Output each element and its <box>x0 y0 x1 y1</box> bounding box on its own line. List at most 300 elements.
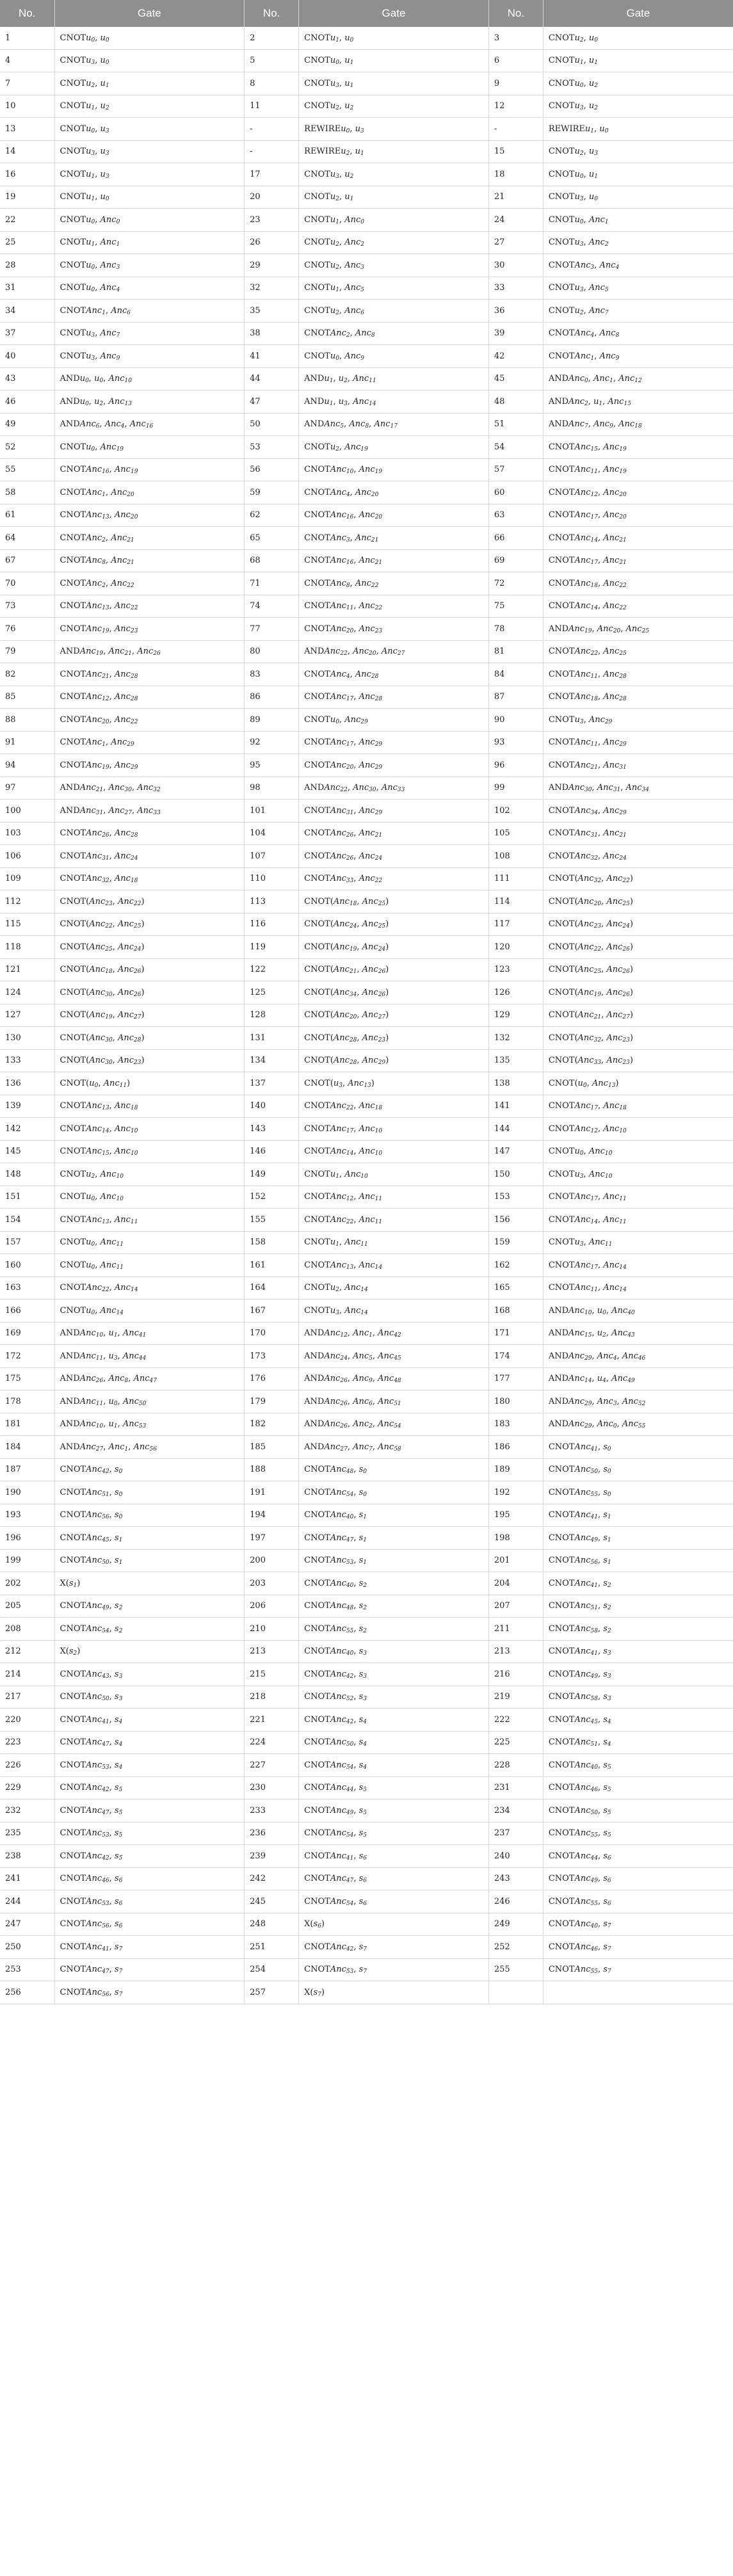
gate-expression: CNOTAnc$_2$, Anc$_8$ <box>299 322 489 345</box>
gate-arg: Anc$_{53}$ <box>330 1556 354 1566</box>
gate-arg: Anc$_{21}$ <box>86 669 109 680</box>
gate-arg: Anc$_8$ <box>599 328 620 339</box>
gate-expression: CNOTAnc$_{13}$, Anc$_{20}$ <box>54 504 245 527</box>
gate-arg: $u_1$ <box>588 56 598 67</box>
gate-expression: CNOTu$_2$, $u_1$ <box>299 186 489 209</box>
gate-arg: Anc55 <box>574 1828 598 1839</box>
gate-op: AND <box>548 1374 568 1384</box>
gate-op: CNOT <box>548 328 575 339</box>
gate-op: CNOT <box>60 578 86 588</box>
gate-expression: CNOTAnc47, s7 <box>54 1958 245 1981</box>
gate-number: 137 <box>245 1072 299 1095</box>
gate-arg: Anc$_2$ <box>588 237 609 248</box>
gate-op: CNOT <box>548 1601 575 1611</box>
gate-number: 103 <box>0 822 54 845</box>
gate-arg: $u_1$ <box>344 192 354 203</box>
gate-arg: $u_2$ <box>597 1328 606 1339</box>
gate-op: CNOT <box>60 465 86 475</box>
gate-op: CNOT <box>60 214 86 225</box>
gate-op: CNOT <box>60 1965 86 1975</box>
gate-arg: Anc$_{22}$ <box>324 647 348 657</box>
table-row <box>0 390 733 414</box>
gate-arg: Anc$_{22}$ <box>358 601 383 612</box>
gate-arg: Anc$_{30}$ <box>353 783 376 794</box>
gate-expression: CNOTu$_0$, $u_0$ <box>54 27 245 49</box>
gate-arg: $u_3$ <box>588 147 598 157</box>
gate-arg: $s_2$ <box>603 1601 611 1612</box>
gate-number: 121 <box>0 958 54 981</box>
gate-number: 189 <box>488 1458 543 1481</box>
gate-expression: CNOTAnc$_{26}$, Anc$_{24}$ <box>299 845 489 868</box>
gate-op: CNOT <box>304 714 330 725</box>
gate-op: CNOT <box>60 283 86 293</box>
gate-arg: $u_0$ <box>86 283 95 294</box>
gate-expression: ANDu$_0$, $u_2$, Anc$_{13}$ <box>54 390 245 414</box>
gate-expression: CNOT(Anc$_{34}$, Anc$_{26}$) <box>299 981 489 1004</box>
gate-expression: CNOTAnc$_{41}$, $s_0$ <box>543 1436 733 1459</box>
gate-op: CNOT <box>60 714 86 725</box>
gate-expression: CNOTAnc49, s6 <box>543 1867 733 1890</box>
gate-arg: Anc$_0$ <box>597 1419 617 1430</box>
gate-op: CNOT <box>548 1874 575 1884</box>
gate-expression: CNOT(Anc$_{30}$, Anc$_{28}$) <box>54 1027 245 1050</box>
gate-arg: Anc$_3$ <box>100 260 120 271</box>
gate-number: 183 <box>488 1413 543 1436</box>
gate-op: X <box>60 1646 66 1657</box>
gate-expression: ANDAnc$_{11}$, $u_3$, Anc$_{44}$ <box>54 1345 245 1368</box>
gate-arg: $s_0$ <box>114 1510 123 1521</box>
gate-expression: CNOTAnc$_{51}$, $s_2$ <box>543 1595 733 1618</box>
gate-op: CNOT <box>548 1442 575 1452</box>
gate-arg: $u_1$ <box>593 396 603 407</box>
gate-number: 243 <box>488 1867 543 1890</box>
gate-arg: $u_0$ <box>588 33 598 44</box>
gate-number: 80 <box>245 640 299 663</box>
gate-op: CNOT <box>304 1783 330 1793</box>
table-row <box>0 300 733 323</box>
gate-op: CNOT <box>548 1805 575 1815</box>
gate-op: AND <box>304 1442 325 1452</box>
gate-op: CNOT <box>548 1692 575 1702</box>
gate-number: 92 <box>245 731 299 754</box>
gate-arg: Anc$_{14}$ <box>100 1305 124 1316</box>
gate-op: AND <box>548 396 568 407</box>
gate-op: AND <box>548 1351 568 1361</box>
gate-arg: Anc$_{23}$ <box>358 624 383 634</box>
gate-arg: $u_2$ <box>330 260 339 271</box>
gate-op: CNOT <box>548 1078 575 1088</box>
gate-expression: ANDAnc$_{10}$, $u_1$, Anc$_{41}$ <box>54 1322 245 1345</box>
gate-number: 234 <box>488 1799 543 1823</box>
gate-op: CNOT <box>304 192 330 202</box>
gate-arg: Anc$_{10}$ <box>100 1192 124 1203</box>
gate-op: CNOT <box>548 760 575 770</box>
gate-number: 38 <box>245 322 299 345</box>
gate-expression: CNOTAnc$_{17}$, Anc$_{28}$ <box>299 686 489 709</box>
gate-arg: Anc$_{19}$ <box>89 1010 113 1021</box>
gate-expression: CNOTu$_1$, Anc$_0$ <box>299 209 489 232</box>
gate-arg: Anc46 <box>574 1942 598 1952</box>
gate-op: CNOT <box>304 942 330 952</box>
gate-op: CNOT <box>60 556 86 566</box>
gate-number: 17 <box>245 163 299 186</box>
table-row <box>0 1572 733 1595</box>
gate-number: 87 <box>488 686 543 709</box>
gate-expression: CNOTAnc41, s6 <box>299 1845 489 1868</box>
gate-op: CNOT <box>548 214 575 225</box>
gate-arg: Anc49 <box>574 1669 598 1680</box>
gate-expression: CNOTAnc44, s6 <box>543 1845 733 1868</box>
table-row <box>0 1958 733 1981</box>
gate-expression: CNOTAnc$_{40}$, $s_3$ <box>299 1640 489 1663</box>
gate-number: 175 <box>0 1367 54 1390</box>
gate-op: CNOT <box>548 805 575 816</box>
gate-arg: Anc$_{19}$ <box>86 624 109 634</box>
gate-arg: Anc$_9$ <box>353 1374 373 1385</box>
table-row <box>0 1140 733 1163</box>
gate-op: CNOT <box>304 1147 330 1157</box>
gate-number: 56 <box>245 458 299 481</box>
gate-op: CNOT <box>548 1851 575 1861</box>
table-row <box>0 49 733 72</box>
gate-expression: CNOTu$_3$, $u_1$ <box>299 72 489 95</box>
gate-expression: CNOTu$_1$, Anc$_{11}$ <box>299 1231 489 1254</box>
table-row <box>0 981 733 1004</box>
gate-arg: Anc$_{20}$ <box>603 487 627 498</box>
gate-number: 143 <box>245 1118 299 1141</box>
gate-arg: $s_1$ <box>358 1556 367 1566</box>
gate-arg: Anc$_{29}$ <box>358 737 383 748</box>
gate-op: CNOT <box>548 1896 575 1906</box>
gate-number: 196 <box>0 1527 54 1550</box>
table-row <box>0 640 733 663</box>
gate-number: 52 <box>0 436 54 459</box>
gate-op: CNOT <box>548 965 575 975</box>
gate-number: 229 <box>0 1776 54 1799</box>
gate-expression: ANDAnc$_{26}$, Anc$_9$, Anc$_{48}$ <box>299 1367 489 1390</box>
gate-number: 228 <box>488 1754 543 1777</box>
gate-arg: s6 <box>603 1851 611 1862</box>
gate-arg: Anc$_{33}$ <box>577 1056 602 1067</box>
gate-op: CNOT <box>304 1828 330 1839</box>
gate-arg: s3 <box>603 1646 611 1657</box>
gate-arg: $u_0$ <box>86 33 95 44</box>
gate-arg: s6 <box>358 1896 367 1907</box>
gate-arg: Anc$_{50}$ <box>122 1396 147 1407</box>
gate-op: CNOT <box>304 1601 330 1611</box>
gate-expression: CNOTAnc46, s5 <box>543 1776 733 1799</box>
gate-number: 173 <box>245 1345 299 1368</box>
gate-arg: Anc$_{24}$ <box>324 1351 348 1362</box>
gate-arg: Anc$_{11}$ <box>79 1351 104 1362</box>
gate-expression: CNOTu$_3$, $u_2$ <box>543 95 733 118</box>
gate-arg: $u_1$ <box>330 1169 339 1180</box>
gate-expression: CNOTAnc$_{21}$, Anc$_{31}$ <box>543 754 733 777</box>
table-row <box>0 913 733 936</box>
gate-arg: Anc$_8$ <box>349 419 369 430</box>
table-row <box>0 27 733 49</box>
table-row <box>0 1322 733 1345</box>
gate-expression: CNOTAnc41, s3 <box>543 1640 733 1663</box>
gate-expression: CNOTAnc$_{34}$, Anc$_{29}$ <box>543 800 733 823</box>
gate-arg: $u_1$ <box>324 396 334 407</box>
gate-arg: Anc$_{21}$ <box>108 647 132 657</box>
gate-expression: CNOTu$_0$, Anc$_{11}$ <box>54 1254 245 1277</box>
gate-op: CNOT <box>304 1214 330 1225</box>
gate-arg: $u_1$ <box>330 1237 339 1248</box>
gate-arg: Anc$_{31}$ <box>574 828 598 839</box>
gate-arg: Anc$_{18}$ <box>358 1101 383 1112</box>
gate-arg: Anc$_{22}$ <box>111 578 134 589</box>
gate-number: 251 <box>245 1936 299 1959</box>
gate-expression: CNOTAnc$_1$, Anc$_9$ <box>543 345 733 368</box>
gate-expression: CNOTAnc$_{47}$, $s_1$ <box>299 1527 489 1550</box>
table-row <box>0 231 733 254</box>
gate-number: 15 <box>488 140 543 163</box>
gate-arg: Anc$_{29}$ <box>588 714 613 725</box>
gate-arg: Anc$_{21}$ <box>603 828 627 839</box>
gate-op: CNOT <box>304 874 330 884</box>
gate-arg: Anc$_4$ <box>330 669 350 680</box>
gate-number: 150 <box>488 1163 543 1186</box>
gate-op: CNOT <box>60 147 86 157</box>
gate-expression: CNOTAnc$_{32}$, Anc$_{24}$ <box>543 845 733 868</box>
gate-expression: CNOTAnc$_{20}$, Anc$_{29}$ <box>299 754 489 777</box>
table-row <box>0 1686 733 1709</box>
gate-expression: ANDAnc$_{19}$, Anc$_{21}$, Anc$_{26}$ <box>54 640 245 663</box>
gate-number: 178 <box>0 1390 54 1413</box>
gate-number: 223 <box>0 1731 54 1754</box>
gate-expression: CNOTAnc40, s5 <box>543 1754 733 1777</box>
gate-op: CNOT <box>548 1737 575 1748</box>
gate-arg: Anc$_{11}$ <box>353 374 376 385</box>
table-row <box>0 209 733 232</box>
gate-arg: Anc$_{29}$ <box>568 1419 592 1430</box>
gate-arg: Anc$_1$ <box>86 487 106 498</box>
gate-expression: CNOTAnc$_{50}$, $s_0$ <box>543 1458 733 1481</box>
gate-arg: s3 <box>358 1669 367 1680</box>
gate-expression: CNOTAnc$_{21}$, Anc$_{28}$ <box>54 663 245 686</box>
gate-op: CNOT <box>548 1237 575 1248</box>
table-row <box>0 277 733 300</box>
gate-number: 61 <box>0 504 54 527</box>
gate-expression: CNOTAnc$_4$, Anc$_8$ <box>543 322 733 345</box>
gate-arg: Anc$_{22}$ <box>577 942 602 953</box>
gate-op: CNOT <box>60 1010 86 1020</box>
gate-number: 34 <box>0 300 54 323</box>
gate-expression: CNOTAnc42, s5 <box>54 1776 245 1799</box>
gate-arg: Anc$_9$ <box>100 351 120 362</box>
gate-arg: Anc$_{11}$ <box>574 1283 598 1294</box>
gate-number: 138 <box>488 1072 543 1095</box>
gate-arg: s7 <box>114 1965 123 1976</box>
table-row <box>0 163 733 186</box>
gate-expression: CNOTAnc54, s5 <box>299 1822 489 1845</box>
gate-op: CNOT <box>548 828 575 839</box>
gate-arg: s3 <box>358 1692 367 1703</box>
table-row <box>0 1276 733 1300</box>
gate-op: CNOT <box>548 283 575 293</box>
gate-arg: Anc$_{45}$ <box>86 1533 109 1543</box>
gate-number: 57 <box>488 458 543 481</box>
gate-arg: Anc$_{11}$ <box>603 1192 627 1203</box>
gate-expression: CNOTu$_0$, Anc$_{10}$ <box>543 1140 733 1163</box>
gate-number: 22 <box>0 209 54 232</box>
gate-arg: Anc$_{13}$ <box>108 396 132 407</box>
gate-op: CNOT <box>304 487 330 497</box>
gate-arg: Anc$_7$ <box>100 328 120 339</box>
gate-arg: Anc$_{10}$ <box>358 1123 383 1134</box>
gate-expression: CNOTu$_0$, $u_1$ <box>299 49 489 72</box>
gate-arg: Anc$_6$ <box>79 419 100 430</box>
gate-number: 232 <box>0 1799 54 1823</box>
gate-number: 144 <box>488 1118 543 1141</box>
gate-number: 127 <box>0 1004 54 1027</box>
gate-op: CNOT <box>304 1760 330 1770</box>
gate-number: 253 <box>0 1958 54 1981</box>
table-row <box>0 1004 733 1027</box>
gate-expression: CNOTu$_2$, Anc$_7$ <box>543 300 733 323</box>
gate-op: CNOT <box>548 1101 575 1111</box>
gate-op: CNOT <box>60 56 86 66</box>
gate-arg: $u_3$ <box>100 169 109 180</box>
gate-arg: Anc$_{18}$ <box>114 1101 138 1112</box>
gate-expression: CNOTAnc47, s5 <box>54 1799 245 1823</box>
gate-number: 99 <box>488 777 543 800</box>
gate-op: CNOT <box>60 192 86 202</box>
gate-arg: Anc$_{14}$ <box>603 1260 627 1271</box>
gate-number: 85 <box>0 686 54 709</box>
gate-arg: Anc$_{28}$ <box>355 669 379 680</box>
gate-expression: CNOTu$_0$, Anc$_{14}$ <box>54 1300 245 1323</box>
gate-expression: $CNOT(u_0$, Anc$_{11}$) <box>54 1072 245 1095</box>
gate-expression: CNOTAnc$_{11}$, Anc$_{14}$ <box>543 1276 733 1300</box>
gate-arg: $s_1$ <box>603 1533 611 1543</box>
gate-op: CNOT <box>548 601 575 611</box>
gate-op: CNOT <box>548 1533 575 1543</box>
gate-arg: s7 <box>114 1987 123 1998</box>
gate-number: 133 <box>0 1049 54 1072</box>
gate-arg: $u_0$ <box>94 374 104 385</box>
gate-arg: $u_0$ <box>574 169 584 180</box>
gate-op: CNOT <box>60 987 86 997</box>
gate-arg: Anc$_{25}$ <box>362 919 386 930</box>
gate-op: CNOT <box>304 1896 330 1906</box>
gate-arg: $u_2$ <box>338 374 348 385</box>
gate-op: CNOT <box>548 1214 575 1225</box>
gate-expression: CNOT(Anc$_{30}$, Anc$_{26}$) <box>54 981 245 1004</box>
table-row <box>0 1913 733 1936</box>
gate-arg: Anc$_1$ <box>86 737 106 748</box>
gate-arg: Anc$_5$ <box>324 419 344 430</box>
gate-number: 77 <box>245 618 299 641</box>
gate-arg: Anc$_{20}$ <box>86 714 109 725</box>
gate-number: 180 <box>488 1390 543 1413</box>
gate-arg: Anc$_{18}$ <box>574 692 598 703</box>
gate-number: 187 <box>0 1458 54 1481</box>
gate-arg: Anc$_{13}$ <box>592 1078 616 1089</box>
gate-number: 47 <box>245 390 299 414</box>
table-row <box>0 1981 733 2004</box>
gate-expression: ANDAnc$_0$, Anc$_1$, Anc$_{12}$ <box>543 367 733 390</box>
gate-expression: CNOTAnc53, s5 <box>54 1822 245 1845</box>
gate-arg: $u_0$ <box>86 1192 95 1203</box>
gate-expression: X(s7) <box>299 1981 489 2004</box>
gate-arg: Anc$_{30}$ <box>89 1056 113 1067</box>
gate-arg: Anc$_{26}$ <box>137 647 161 657</box>
gate-arg: Anc$_{52}$ <box>622 1396 646 1407</box>
table-row <box>0 436 733 459</box>
gate-number: 254 <box>245 1958 299 1981</box>
gate-op: CNOT <box>60 896 86 906</box>
gate-arg: Anc$_{19}$ <box>86 760 109 771</box>
gate-expression: CNOTu$_0$, Anc$_9$ <box>299 345 489 368</box>
gate-number: 16 <box>0 163 54 186</box>
table-row <box>0 731 733 754</box>
gate-arg: Anc$_{19}$ <box>344 442 368 453</box>
gate-arg: $u_3$ <box>330 78 339 89</box>
gate-expression: CNOTu$_2$, Anc$_3$ <box>299 254 489 277</box>
gate-number: 39 <box>488 322 543 345</box>
gate-number: 67 <box>0 549 54 572</box>
gate-arg: Anc41 <box>330 1851 354 1862</box>
table-row <box>0 1186 733 1209</box>
gate-number: 191 <box>245 1481 299 1504</box>
gate-op: CNOT <box>304 1101 330 1111</box>
gate-arg: Anc$_{18}$ <box>89 965 113 976</box>
gate-arg: Anc$_{32}$ <box>86 874 109 885</box>
gate-expression: CNOTAnc$_{16}$, Anc$_{21}$ <box>299 549 489 572</box>
gate-number: 51 <box>488 413 543 436</box>
gate-op: CNOT <box>60 1101 86 1111</box>
gate-number: 41 <box>245 345 299 368</box>
gate-arg: $u_4$ <box>597 1374 606 1385</box>
gate-expression: ANDAnc$_{10}$, $u_1$, Anc$_{53}$ <box>54 1413 245 1436</box>
gate-arg: Anc$_{22}$ <box>118 896 141 907</box>
gate-number: 54 <box>488 436 543 459</box>
gate-arg: s3 <box>114 1669 123 1680</box>
gate-expression: CNOTu$_3$, Anc$_{11}$ <box>543 1231 733 1254</box>
gate-number: 107 <box>245 845 299 868</box>
table-row <box>0 1231 733 1254</box>
gate-arg: Anc$_{21}$ <box>333 965 357 976</box>
table-row <box>0 1436 733 1459</box>
gate-arg: s7 <box>603 1919 611 1930</box>
gate-expression: CNOTu$_0$, $u_2$ <box>543 72 733 95</box>
gate-arg: Anc$_{14}$ <box>86 1123 109 1134</box>
gate-op: CNOT <box>304 1260 330 1270</box>
gate-op: CNOT <box>304 214 330 225</box>
gate-arg: Anc$_{20}$ <box>114 510 138 521</box>
gate-expression: CNOTAnc55, s5 <box>543 1822 733 1845</box>
gate-expression: CNOTAnc$_{11}$, Anc$_{29}$ <box>543 731 733 754</box>
gate-arg: $u_0$ <box>574 78 584 89</box>
gate-number: 185 <box>245 1436 299 1459</box>
gate-number: 206 <box>245 1595 299 1618</box>
gate-expression: ANDAnc$_{26}$, Anc$_2$, Anc$_{54}$ <box>299 1413 489 1436</box>
gate-arg: Anc$_{22}$ <box>603 601 627 612</box>
gate-expression: CNOTAnc$_{50}$, $s_1$ <box>54 1549 245 1572</box>
gate-arg: Anc$_{22}$ <box>330 1214 354 1225</box>
gate-arg: Anc$_{40}$ <box>611 1305 635 1316</box>
gate-arg: Anc$_{58}$ <box>378 1442 401 1453</box>
gate-op: CNOT <box>548 669 575 679</box>
table-row <box>0 958 733 981</box>
header-no: No. <box>0 0 54 27</box>
gate-arg: $u_1$ <box>86 169 95 180</box>
gate-number: 136 <box>0 1072 54 1095</box>
gate-op: AND <box>304 783 325 793</box>
